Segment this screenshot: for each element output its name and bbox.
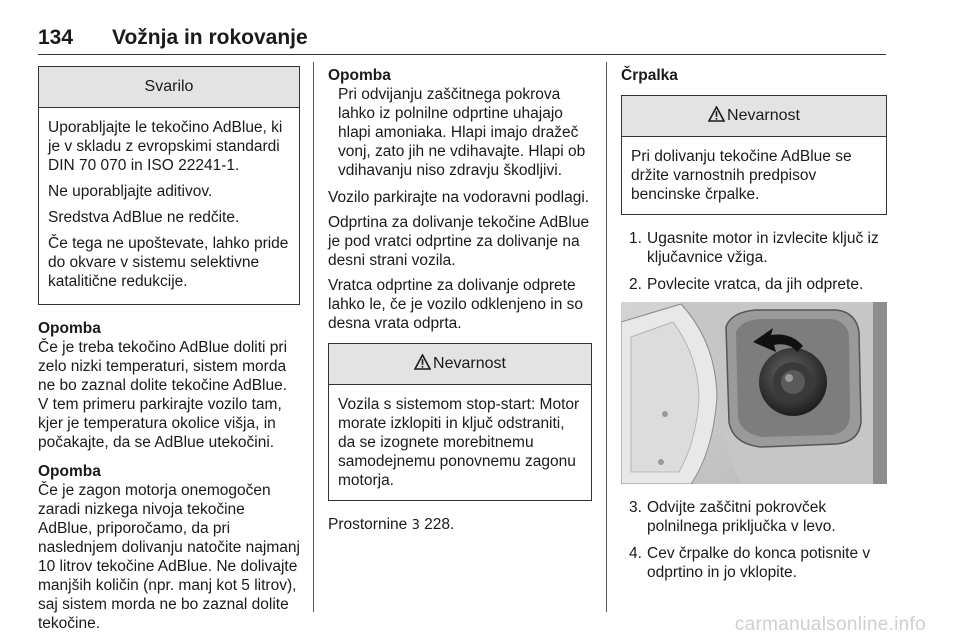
danger-box-header	[329, 344, 591, 385]
danger-box-title: Nevarnost	[433, 355, 506, 372]
adblue-filler-illustration	[621, 302, 887, 484]
reference-line	[328, 515, 592, 535]
step-number: 1.	[629, 230, 642, 247]
column-right	[621, 66, 887, 590]
caution-box	[38, 66, 300, 305]
danger-box-title: Nevarnost	[727, 107, 800, 124]
page-header	[38, 24, 886, 55]
list-item	[621, 229, 887, 267]
note-text: Pri odvijanju zaščitnega pokrova lahko iz polnilne odprtine uhajajo hlapi amoniaka. Hlapi imajo dražeč vonj, zato jih ne vdihavajte. Hlapi ob vdihavanju niso zdravju škodljivi.	[338, 86, 586, 179]
note-title: Opomba	[38, 463, 101, 480]
danger-box	[621, 95, 887, 215]
step-number: 2.	[629, 276, 642, 293]
reference-page: 228.	[424, 516, 455, 533]
body-paragraph: Odprtina za dolivanje tekočine AdBlue je pod vratci odprtine za dolivanje na desni strani vozila.	[328, 214, 590, 269]
list-item	[621, 498, 887, 536]
caution-paragraph: Sredstva AdBlue ne redčite.	[48, 209, 240, 226]
step-number: 4.	[629, 545, 642, 562]
caution-paragraph: Uporabljajte le tekočino AdBlue, ki je v skladu z evropskimi standardi DIN 70 070 in ISO 22241-1.	[48, 119, 283, 174]
step-text: Povlecite vratca, da jih odprete.	[647, 276, 864, 293]
list-item	[621, 544, 887, 582]
step-text: Odvijte zaščitni pokrovček polnilnega priključka v levo.	[647, 499, 836, 535]
column-divider	[606, 62, 607, 612]
page-title: Vožnja in rokovanje	[112, 26, 308, 49]
column-divider	[313, 62, 314, 612]
column-left	[38, 66, 300, 639]
caution-box-title: Svarilo	[39, 67, 299, 108]
page-number: 134	[38, 26, 74, 49]
list-item	[621, 275, 887, 294]
reference-label: Prostornine	[328, 516, 408, 533]
note-block	[328, 66, 592, 180]
warning-triangle-icon	[414, 354, 431, 370]
page-ref-arrow-icon: 3	[411, 518, 420, 533]
step-number: 3.	[629, 499, 642, 516]
warning-triangle-icon	[708, 106, 725, 122]
caution-paragraph: Ne uporabljajte aditivov.	[48, 183, 213, 200]
section-title: Črpalka	[621, 67, 678, 84]
note-title: Opomba	[38, 320, 101, 337]
body-paragraph: Vozilo parkirajte na vodoravni podlagi.	[328, 189, 590, 206]
steps-list	[621, 498, 887, 582]
note-text: Če je zagon motorja onemogočen zaradi nizkega nivoja tekočine AdBlue, priporočamo, da pri naslednjem dolivanju natočite najmanj 10 litrov tekočine AdBlue. Ne dolivajte manjših količin (npr. manj kot 5 litrov), saj sistem morda ne bo zaznal dolite tekočine.	[38, 482, 300, 632]
step-text: Ugasnite motor in izvlecite ključ iz ključavnice vžiga.	[647, 230, 879, 266]
danger-box-header	[622, 96, 886, 137]
danger-box	[328, 343, 592, 501]
note-block	[38, 319, 300, 452]
body-paragraph: Vratca odprtine za dolivanje odprete lahko le, če je vozilo odklenjeno in so desna vrata odprta.	[328, 277, 584, 332]
danger-box-text: Pri dolivanju tekočine AdBlue se držite varnostnih predpisov bencinske črpalke.	[631, 148, 852, 203]
column-middle	[328, 66, 592, 541]
fuel-filler-photo	[621, 302, 887, 484]
steps-list	[621, 229, 887, 294]
note-block	[38, 462, 300, 633]
caution-paragraph: Če tega ne upoštevate, lahko pride do okvare v sistemu selektivne katalitične redukcije.	[48, 235, 289, 290]
step-text: Cev črpalke do konca potisnite v odprtino in jo vklopite.	[647, 545, 871, 581]
watermark: carmanualsonline.info	[734, 614, 926, 635]
note-title: Opomba	[328, 67, 391, 84]
note-text: Če je treba tekočino AdBlue doliti pri zelo nizki temperaturi, sistem morda ne bo zaznal dolite tekočine AdBlue. V tem primeru parkirajte vozilo tam, kjer je temperatura okolice višja, in počakajte, da se AdBlue utekočini.	[38, 339, 288, 451]
danger-box-text: Vozila s sistemom stop-start: Motor morate izklopiti in ključ odstraniti, da se izognete morebitnemu samodejnemu ponovnemu zagonu motorja.	[338, 396, 580, 489]
